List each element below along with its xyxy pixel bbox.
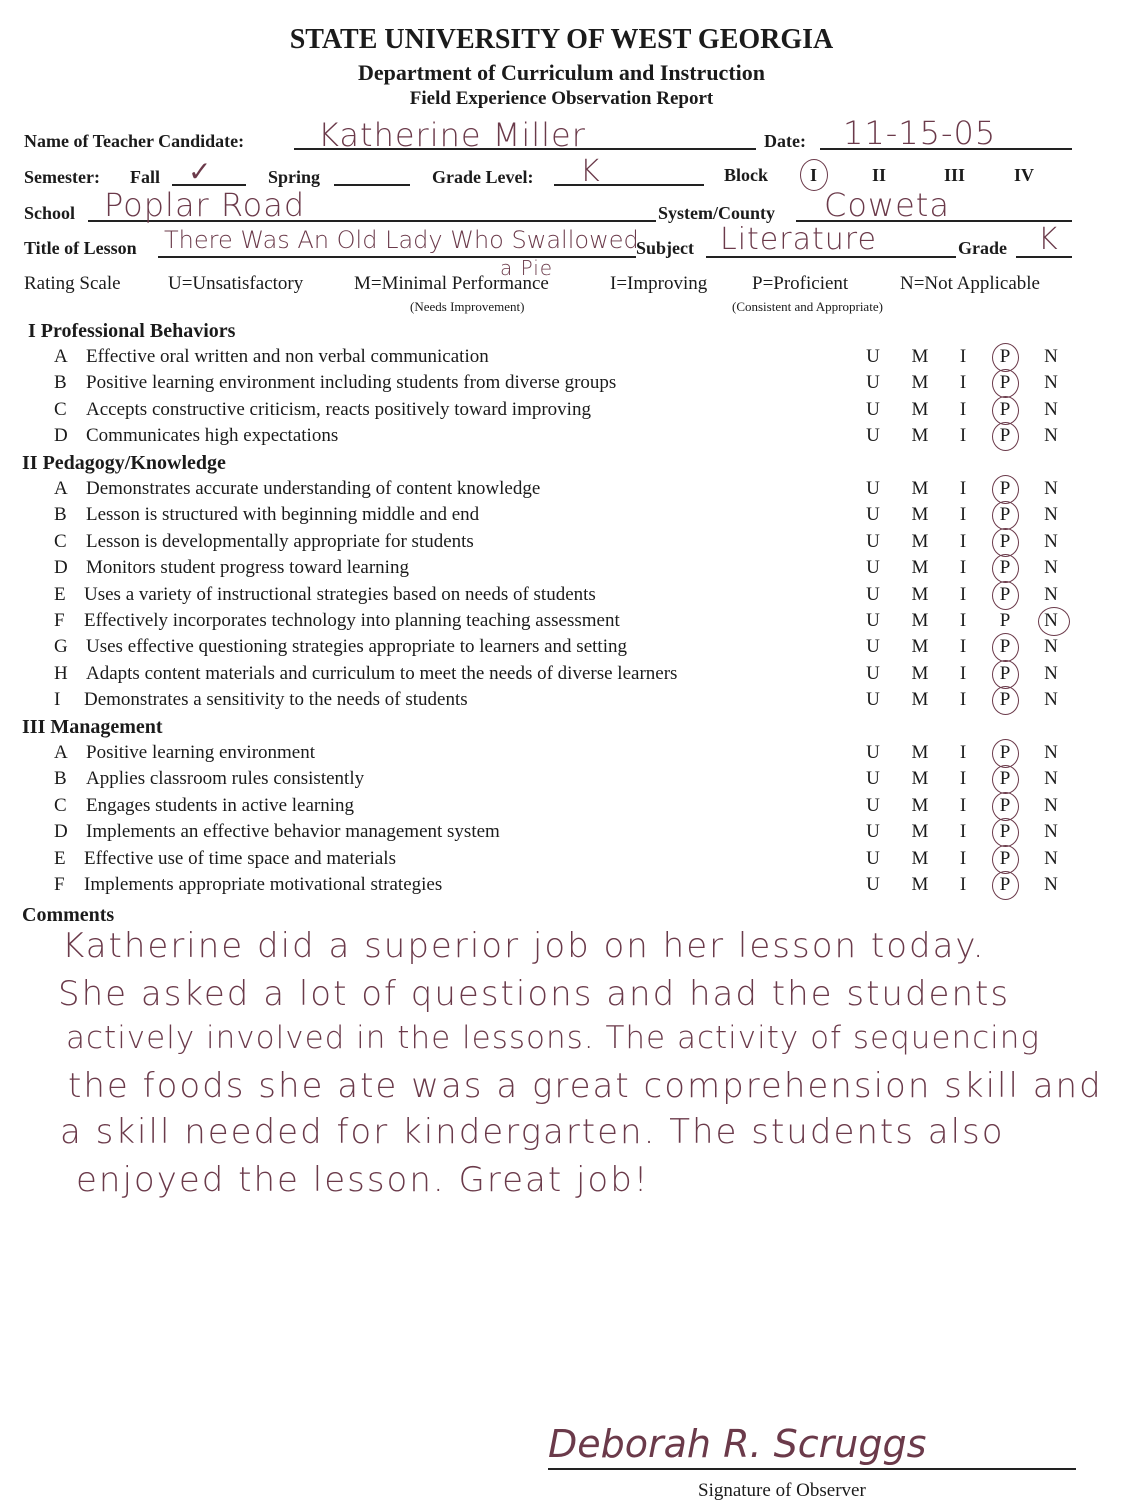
criterion-text: Adapts content materials and curriculum to meet the needs of diverse learners	[86, 662, 678, 684]
rating-option-m: M	[911, 610, 929, 631]
block-ii: II	[872, 165, 887, 185]
criterion-letter: F	[54, 874, 65, 895]
rating-option-n: N	[1044, 847, 1058, 869]
rating-n: N=Not Applicable	[900, 273, 1040, 294]
rating-option-p: P	[999, 742, 1011, 763]
rating-option-i: I	[959, 794, 967, 816]
criterion-text: Communicates high expectations	[86, 425, 339, 447]
selected-rating-circle	[992, 739, 1019, 768]
rating-option-u: U	[866, 583, 880, 605]
fall-label: Fall	[130, 167, 160, 187]
criterion-text: Demonstrates accurate understanding of content knowledge	[86, 478, 541, 499]
rating-option-n: N	[1044, 425, 1058, 447]
lesson-label: Title of Lesson	[24, 238, 137, 258]
criterion-text: Engages students in active learning	[86, 794, 355, 816]
candidate-value: Katherine Miller	[318, 116, 586, 154]
selected-rating-circle	[992, 554, 1019, 583]
rating-option-m: M	[911, 398, 929, 420]
comment-line: a skill needed for kindergarten. The students also	[60, 1112, 1005, 1152]
rating-option-n: N	[1044, 346, 1058, 367]
rating-u: U=Unsatisfactory	[168, 273, 304, 294]
rating-option-p: P	[999, 689, 1011, 711]
rating-option-i: I	[959, 583, 967, 605]
grade-level-label: Grade Level:	[432, 167, 534, 187]
rating-option-u: U	[866, 636, 880, 658]
rating-option-u: U	[866, 425, 880, 447]
selected-rating-circle	[992, 528, 1019, 557]
rating-p-note: (Consistent and Appropriate)	[732, 299, 883, 314]
rating-option-u: U	[866, 610, 880, 631]
rating-option-m: M	[911, 557, 929, 579]
selected-rating-circle	[992, 686, 1019, 715]
criterion-text: Applies classroom rules consistently	[86, 768, 365, 790]
selected-rating-circle	[992, 343, 1019, 372]
rating-option-p: P	[999, 557, 1011, 579]
rating-option-m: M	[911, 821, 929, 843]
comment-line: the foods she ate was a great comprehension skill and	[68, 1066, 1103, 1106]
rating-option-n: N	[1044, 398, 1058, 420]
rating-option-u: U	[866, 847, 880, 869]
rating-option-u: U	[866, 372, 880, 394]
lesson-value-line2: a Pie	[500, 256, 554, 280]
selected-rating-circle	[992, 396, 1019, 425]
comment-line: Katherine did a superior job on her lesson today.	[62, 926, 986, 966]
rating-option-m: M	[911, 742, 929, 763]
rating-option-p: P	[999, 530, 1011, 552]
selected-rating-circle	[992, 475, 1019, 504]
semester-label: Semester:	[24, 167, 100, 187]
comments-label: Comments	[22, 904, 115, 926]
observer-signature: Deborah R. Scruggs	[548, 1422, 927, 1466]
rating-option-p: P	[999, 821, 1011, 843]
rating-option-u: U	[866, 662, 880, 684]
section-title: III Management	[22, 716, 163, 738]
rating-m-note: (Needs Improvement)	[410, 299, 525, 314]
system-value: Coweta	[824, 186, 950, 224]
rating-option-i: I	[959, 636, 967, 658]
criterion-letter: E	[54, 847, 66, 869]
rating-option-m: M	[911, 425, 929, 447]
rating-option-p: P	[999, 610, 1011, 631]
rating-option-n: N	[1044, 583, 1058, 605]
rating-option-u: U	[866, 346, 880, 367]
block-label: Block	[724, 165, 769, 185]
signature-label: Signature of Observer	[698, 1480, 866, 1501]
comment-line: actively involved in the lessons. The activity of sequencing	[66, 1020, 1041, 1056]
rating-option-p: P	[999, 636, 1011, 658]
selected-rating-circle	[992, 792, 1019, 821]
rating-option-m: M	[911, 346, 929, 367]
candidate-label: Name of Teacher Candidate:	[24, 131, 245, 151]
criterion-text: Demonstrates a sensitivity to the needs of students	[84, 689, 468, 711]
criterion-text: Effective use of time space and materials	[84, 847, 396, 869]
rating-option-p: P	[999, 504, 1011, 526]
block-i: I	[810, 165, 818, 185]
department-title: Department of Curriculum and Instruction	[358, 60, 765, 85]
rating-option-p: P	[999, 662, 1011, 684]
rating-option-i: I	[959, 372, 967, 394]
rating-option-m: M	[911, 768, 929, 790]
lesson-line	[158, 256, 636, 258]
criterion-letter: E	[54, 583, 66, 605]
rating-option-n: N	[1044, 504, 1058, 526]
rating-option-p: P	[999, 847, 1011, 869]
rating-option-i: I	[959, 662, 967, 684]
rating-option-p: P	[999, 398, 1011, 420]
criterion-letter: D	[54, 425, 68, 447]
rating-option-u: U	[866, 557, 880, 579]
rating-option-u: U	[866, 504, 880, 526]
university-title: STATE UNIVERSITY OF WEST GEORGIA	[289, 24, 834, 55]
criterion-text: Monitors student progress toward learning	[86, 557, 409, 579]
rating-option-i: I	[959, 530, 967, 552]
criterion-letter: G	[54, 636, 68, 658]
rating-option-p: P	[999, 583, 1011, 605]
rating-option-p: P	[999, 478, 1011, 499]
criterion-letter: A	[54, 346, 68, 367]
criterion-letter: A	[54, 742, 68, 763]
rating-option-i: I	[959, 821, 967, 843]
rating-option-m: M	[911, 372, 929, 394]
rating-option-n: N	[1044, 662, 1058, 684]
school-label: School	[24, 203, 76, 223]
rating-option-u: U	[866, 768, 880, 790]
rating-option-n: N	[1044, 821, 1058, 843]
rating-option-m: M	[911, 583, 929, 605]
grade-value: K	[1038, 222, 1059, 257]
criterion-text: Implements appropriate motivational strategies	[84, 874, 443, 895]
lesson-value: There Was An Old Lady Who Swallowed	[164, 226, 639, 254]
block-iii: III	[944, 165, 966, 185]
criterion-letter: D	[54, 821, 68, 843]
rating-option-u: U	[866, 398, 880, 420]
block-iv: IV	[1014, 165, 1035, 185]
criterion-letter: C	[54, 530, 67, 552]
rating-option-m: M	[911, 662, 929, 684]
criterion-text: Lesson is structured with beginning middle and end	[86, 504, 480, 526]
rating-i: I=Improving	[610, 273, 708, 294]
selected-rating-circle	[992, 818, 1019, 847]
criterion-text: Uses effective questioning strategies appropriate to learners and setting	[86, 636, 627, 658]
criterion-text: Implements an effective behavior management system	[86, 821, 500, 843]
system-label: System/County	[658, 203, 776, 223]
rating-option-n: N	[1044, 557, 1058, 579]
criterion-letter: B	[54, 504, 67, 526]
rating-option-u: U	[866, 530, 880, 552]
rating-option-i: I	[959, 425, 967, 447]
criterion-text: Effectively incorporates technology into planning teaching assessment	[84, 610, 620, 631]
criterion-letter: D	[54, 557, 68, 579]
rating-option-i: I	[959, 847, 967, 869]
signature-line	[548, 1468, 1076, 1470]
date-value: 11-15-05	[843, 114, 997, 152]
selected-rating-circle	[992, 660, 1019, 689]
rating-option-p: P	[999, 874, 1011, 895]
rating-option-n: N	[1044, 794, 1058, 816]
criterion-letter: H	[54, 662, 68, 684]
fall-check: ✓	[188, 155, 213, 188]
selected-rating-circle	[992, 871, 1019, 900]
rating-option-i: I	[959, 478, 967, 499]
rating-option-n: N	[1044, 610, 1058, 631]
criterion-letter: B	[54, 768, 67, 790]
rating-option-m: M	[911, 504, 929, 526]
criterion-text: Uses a variety of instructional strategies based on needs of students	[84, 583, 596, 605]
criterion-text: Positive learning environment including students from diverse groups	[86, 372, 617, 394]
rating-option-m: M	[911, 794, 929, 816]
comment-line: She asked a lot of questions and had the students	[58, 974, 1011, 1014]
rating-option-p: P	[999, 372, 1011, 394]
rating-option-i: I	[959, 398, 967, 420]
criterion-text: Lesson is developmentally appropriate for students	[86, 530, 474, 552]
selected-rating-circle	[992, 581, 1019, 610]
criterion-text: Effective oral written and non verbal communication	[86, 346, 489, 367]
rating-option-i: I	[959, 742, 967, 763]
section-title: II Pedagogy/Knowledge	[22, 452, 226, 474]
rating-option-i: I	[959, 874, 967, 895]
criterion-letter: B	[54, 372, 67, 394]
grade-label: Grade	[958, 238, 1007, 258]
rating-option-m: M	[911, 874, 929, 895]
comment-line: enjoyed the lesson. Great job!	[76, 1160, 650, 1200]
rating-option-m: M	[911, 478, 929, 499]
rating-option-p: P	[999, 768, 1011, 790]
rating-option-u: U	[866, 689, 880, 711]
criterion-text: Accepts constructive criticism, reacts positively toward improving	[86, 398, 591, 420]
criterion-text: Positive learning environment	[86, 742, 316, 763]
grade-level-value: K	[580, 154, 601, 189]
rating-option-u: U	[866, 742, 880, 763]
subject-value: Literature	[720, 222, 877, 257]
rating-option-m: M	[911, 636, 929, 658]
rating-option-i: I	[959, 346, 967, 367]
selected-rating-circle	[992, 845, 1019, 874]
rating-option-i: I	[959, 610, 967, 631]
spring-line	[334, 184, 410, 186]
rating-option-n: N	[1044, 636, 1058, 658]
rating-option-m: M	[911, 847, 929, 869]
criterion-letter: C	[54, 794, 67, 816]
rating-option-i: I	[959, 557, 967, 579]
criterion-letter: F	[54, 610, 65, 631]
rating-option-n: N	[1044, 478, 1058, 499]
rating-option-p: P	[999, 425, 1011, 447]
rating-option-m: M	[911, 530, 929, 552]
school-value: Poplar Road	[104, 186, 306, 224]
rating-option-i: I	[959, 768, 967, 790]
rating-option-p: P	[999, 794, 1011, 816]
criterion-letter: I	[54, 689, 61, 711]
rating-option-u: U	[866, 478, 880, 499]
selected-rating-circle	[992, 422, 1019, 451]
rating-option-n: N	[1044, 742, 1058, 763]
rating-option-n: N	[1044, 874, 1058, 895]
rating-option-p: P	[999, 346, 1011, 367]
rating-option-u: U	[866, 821, 880, 843]
rating-option-u: U	[866, 794, 880, 816]
rating-option-u: U	[866, 874, 880, 895]
rating-p: P=Proficient	[752, 273, 849, 294]
spring-label: Spring	[268, 167, 321, 187]
rating-option-i: I	[959, 689, 967, 711]
rating-option-n: N	[1044, 372, 1058, 394]
rating-scale-label: Rating Scale	[24, 273, 121, 294]
rating-option-m: M	[911, 689, 929, 711]
rating-option-n: N	[1044, 768, 1058, 790]
report-title: Field Experience Observation Report	[409, 88, 714, 109]
section-title: I Professional Behaviors	[28, 320, 236, 342]
rating-m: M=Minimal Performance	[354, 273, 549, 294]
rating-option-i: I	[959, 504, 967, 526]
rating-option-n: N	[1044, 689, 1058, 711]
grade-level-line	[554, 184, 704, 186]
selected-rating-circle	[1038, 607, 1070, 636]
date-label: Date:	[764, 131, 806, 151]
subject-label: Subject	[636, 238, 694, 258]
criterion-letter: A	[54, 478, 68, 499]
rating-option-n: N	[1044, 530, 1058, 552]
criterion-letter: C	[54, 398, 67, 420]
